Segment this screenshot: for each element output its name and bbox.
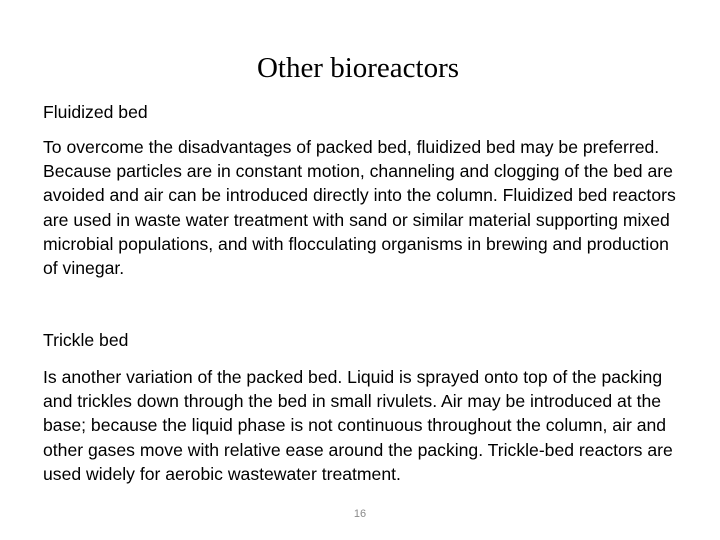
section-paragraph-trickle-bed: Is another variation of the packed bed. Liquid is sprayed onto top of the packing and trickles down through the bed in small rivulets. Air may be introduced at the base; because the liquid phase is not continuous throughout the column, air and other gases move with relative ease around the packing. Trickle-bed reactors are used widely for aerobic wastewater treatment. [43, 367, 673, 484]
page-number: 16 [353, 508, 367, 520]
section-heading-fluidized-bed: Fluidized bed [43, 102, 148, 122]
slide-title: Other bioreactors [256, 52, 460, 84]
section-paragraph-fluidized-bed: To overcome the disadvantages of packed bed, fluidized bed may be preferred. Because particles are in constant motion, channeling and clogging of the bed are avoided and air can be introduced directly into the column. Fluidized bed reactors are used in waste water treatment with sand or similar material supporting mixed microbial populations, and with flocculating organisms in brewing and production of vinegar. [43, 137, 676, 279]
section-heading-trickle-bed: Trickle bed [43, 330, 129, 350]
